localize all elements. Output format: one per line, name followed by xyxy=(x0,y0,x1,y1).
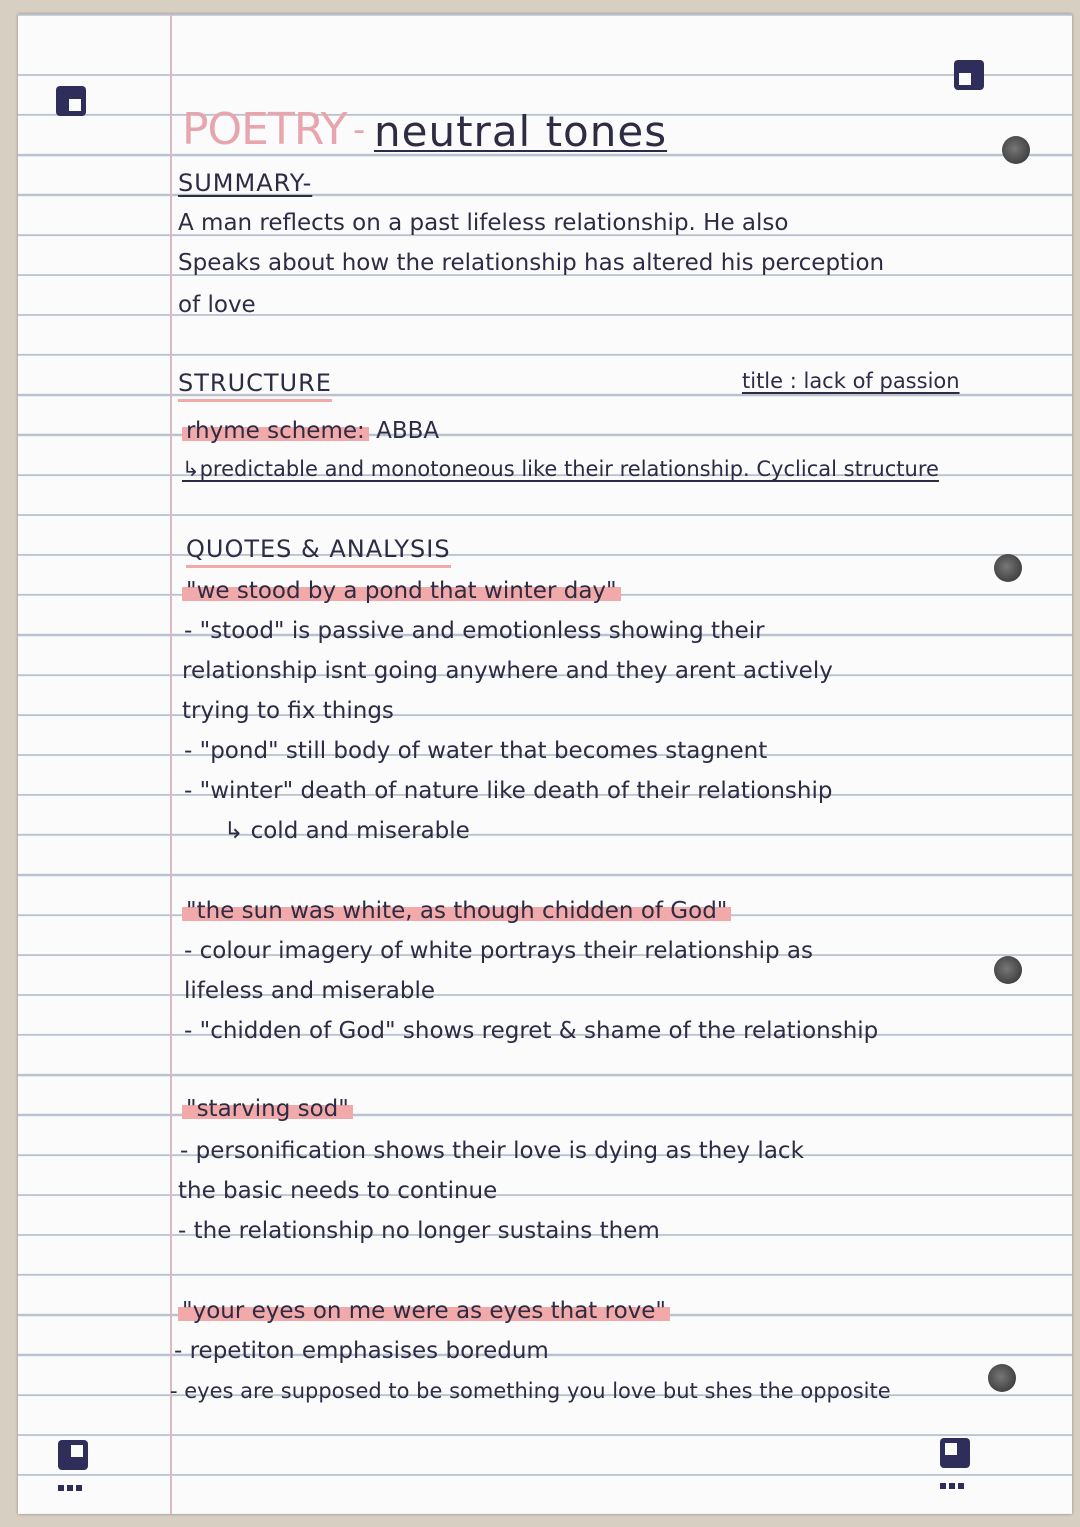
analysis-line: ↳ cold and miserable xyxy=(224,818,470,844)
notebook-page xyxy=(18,14,1072,1514)
quote-1 xyxy=(182,576,621,606)
margin-line xyxy=(170,14,172,1514)
summary-heading: SUMMARY- xyxy=(178,169,313,197)
quotes-heading: QUOTES & ANALYSIS xyxy=(186,534,451,568)
quote-2 xyxy=(182,896,731,926)
rhyme-scheme-value: ABBA xyxy=(376,418,440,444)
quote-4 xyxy=(178,1296,670,1326)
analysis-line: - personification shows their love is dying as they lack xyxy=(180,1138,804,1164)
corner-dots-icon xyxy=(940,1474,967,1480)
corner-mark-icon xyxy=(940,1438,970,1468)
quote-text: "your eyes on me were as eyes that rove" xyxy=(178,1298,670,1324)
analysis-line: - "winter" death of nature like death of their relationship xyxy=(184,778,833,804)
title-colored: POETRY xyxy=(182,104,347,155)
quote-text: "we stood by a pond that winter day" xyxy=(182,578,621,604)
structure-heading: STRUCTURE xyxy=(178,368,332,402)
analysis-line: - "stood" is passive and emotionless showing their xyxy=(184,618,765,644)
corner-mark-icon xyxy=(954,60,984,90)
punch-hole xyxy=(994,956,1022,984)
analysis-line: - colour imagery of white portrays their relationship as xyxy=(184,938,813,964)
rhyme-scheme-label: rhyme scheme: xyxy=(182,418,369,444)
analysis-line: - "pond" still body of water that becomes stagnent xyxy=(184,738,768,764)
title-separator: - xyxy=(353,110,366,150)
analysis-line: - eyes are supposed to be something you love but shes the opposite xyxy=(170,1379,891,1403)
summary-line: of love xyxy=(178,292,256,318)
structure-line: ↳predictable and monotoneous like their relationship. Cyclical structure xyxy=(182,457,939,481)
rhyme-scheme-row xyxy=(182,416,439,446)
quote-text: "the sun was white, as though chidden of God" xyxy=(182,898,731,924)
analysis-line: - repetiton emphasises boredum xyxy=(174,1338,549,1364)
analysis-line: lifeless and miserable xyxy=(184,978,436,1004)
page-title: neutral tones xyxy=(374,107,668,156)
punch-hole xyxy=(994,554,1022,582)
summary-line: A man reflects on a past lifeless relationship. He also xyxy=(178,210,789,236)
analysis-line: - the relationship no longer sustains them xyxy=(178,1218,660,1244)
summary-line: Speaks about how the relationship has altered his perception xyxy=(178,250,885,276)
analysis-line: relationship isnt going anywhere and they arent actively xyxy=(182,658,833,684)
punch-hole xyxy=(988,1364,1016,1392)
structure-side-note: title : lack of passion xyxy=(742,369,960,393)
quote-text: "starving sod" xyxy=(182,1096,353,1122)
corner-dots-icon xyxy=(58,1476,85,1482)
corner-mark-icon xyxy=(58,1440,88,1470)
quote-3 xyxy=(182,1094,353,1124)
punch-hole xyxy=(1002,136,1030,164)
analysis-line: - "chidden of God" shows regret & shame of the relationship xyxy=(184,1018,879,1044)
analysis-line: the basic needs to continue xyxy=(178,1178,498,1204)
corner-mark-icon xyxy=(56,86,86,116)
analysis-line: trying to fix things xyxy=(182,698,394,724)
